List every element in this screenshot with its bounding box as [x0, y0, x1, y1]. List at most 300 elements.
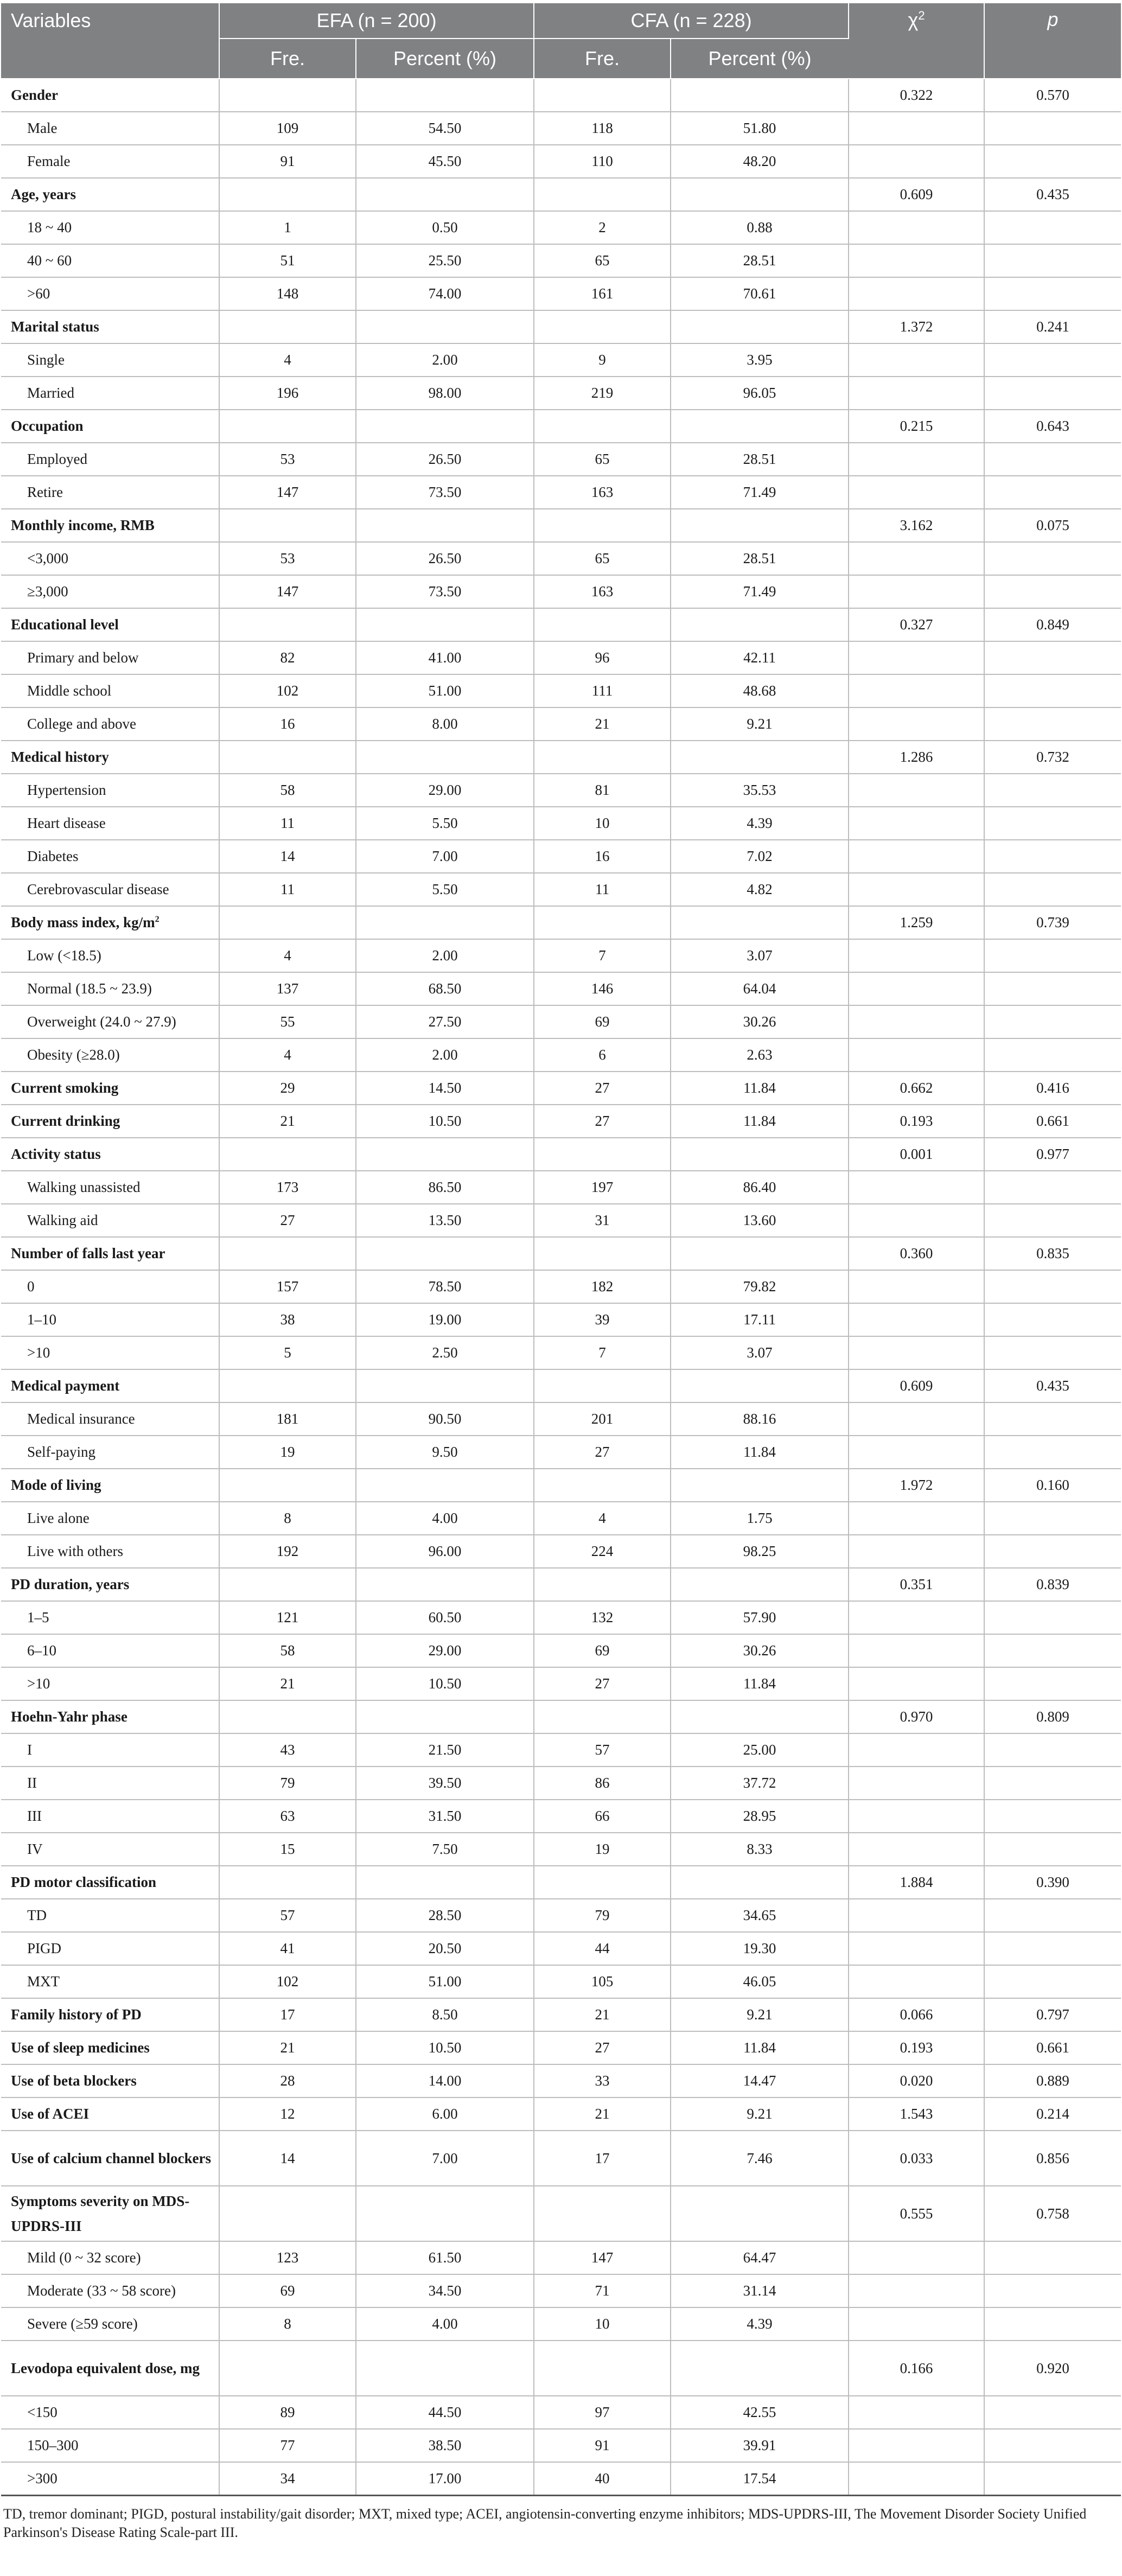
efa-fre-cell: 173: [219, 1171, 356, 1204]
row-label-text: Obesity (≥28.0): [27, 1047, 120, 1063]
p-value-cell: [984, 1038, 1121, 1072]
efa-percent-cell: [356, 1369, 534, 1402]
efa-percent-cell: 25.50: [356, 244, 534, 277]
row-label-text: Use of ACEI: [11, 2106, 90, 2122]
cfa-fre-cell: 110: [534, 145, 671, 178]
header-variables: Variables: [1, 3, 219, 79]
chi-square-cell: [849, 1733, 984, 1767]
row-label-text: Mild (0 ~ 32 score): [27, 2249, 141, 2266]
cfa-percent-cell: [671, 1866, 849, 1899]
efa-percent-cell: 39.50: [356, 1767, 534, 1800]
chi-square-cell: 0.970: [849, 1700, 984, 1733]
row-label-text: Body mass index, kg/m: [11, 914, 155, 930]
row-label: [1, 774, 219, 807]
chi-square-cell: [849, 1634, 984, 1667]
row-label-text: Male: [27, 120, 58, 136]
efa-percent-cell: 31.50: [356, 1800, 534, 1833]
efa-fre-cell: 63: [219, 1800, 356, 1833]
category-row: [1, 112, 1121, 145]
cfa-percent-cell: 39.91: [671, 2429, 849, 2462]
efa-fre-cell: [219, 608, 356, 641]
row-label: [1, 1436, 219, 1469]
row-label-text: Middle school: [27, 683, 112, 699]
variable-row: [1, 2341, 1121, 2396]
row-label: [1, 906, 219, 939]
row-label: [1, 2341, 219, 2396]
cfa-fre-cell: 2: [534, 211, 671, 244]
category-row: [1, 343, 1121, 377]
table-footnote: TD, tremor dominant; PIGD, postural instability/gait disorder; MXT, mixed type; ACEI, angiotensin-converting enzyme inhibitors; MDS-UPDRS-III, The Movement Disorder Society Unified Parkinson's Disease Rating Scale-part III.: [3, 2506, 1087, 2540]
p-value-cell: [984, 377, 1121, 410]
header-chi-square: $\chi^2$: [849, 3, 984, 79]
efa-percent-cell: 44.50: [356, 2396, 534, 2429]
row-label-text: Cerebrovascular disease: [27, 881, 169, 897]
variable-row: [1, 1072, 1121, 1105]
efa-fre-cell: 53: [219, 542, 356, 575]
efa-fre-cell: [219, 741, 356, 774]
row-label-text: 40 ~ 60: [27, 252, 72, 269]
efa-fre-cell: 79: [219, 1767, 356, 1800]
chi-square-cell: [849, 1204, 984, 1237]
p-value-cell: 0.739: [984, 906, 1121, 939]
chi-square-cell: [849, 674, 984, 707]
cfa-percent-cell: 11.84: [671, 1667, 849, 1700]
efa-fre-cell: [219, 1369, 356, 1402]
category-row: [1, 2274, 1121, 2307]
efa-percent-cell: 98.00: [356, 377, 534, 410]
row-label-text: III: [27, 1808, 42, 1824]
chi-square-cell: [849, 1535, 984, 1568]
cfa-fre-cell: 118: [534, 112, 671, 145]
cfa-percent-cell: 28.51: [671, 244, 849, 277]
row-label-text: Symptoms severity on MDS-UPDRS-III: [11, 2193, 190, 2234]
cfa-percent-cell: 17.54: [671, 2462, 849, 2496]
cfa-percent-cell: 28.95: [671, 1800, 849, 1833]
p-value-cell: 0.661: [984, 1105, 1121, 1138]
cfa-fre-cell: 69: [534, 1634, 671, 1667]
cfa-percent-cell: 25.00: [671, 1733, 849, 1767]
p-value-cell: 0.570: [984, 79, 1121, 112]
cfa-percent-cell: 57.90: [671, 1601, 849, 1634]
efa-percent-cell: 7.00: [356, 840, 534, 873]
row-label: [1, 1932, 219, 1965]
row-label-text: Female: [27, 153, 71, 169]
row-label-text: Hoehn-Yahr phase: [11, 1708, 127, 1725]
efa-percent-cell: 61.50: [356, 2241, 534, 2274]
cfa-fre-cell: 79: [534, 1899, 671, 1932]
chi-square-cell: [849, 1800, 984, 1833]
cfa-percent-cell: 64.04: [671, 972, 849, 1005]
efa-fre-cell: 29: [219, 1072, 356, 1105]
row-label: [1, 674, 219, 707]
p-value-cell: [984, 707, 1121, 741]
row-label: [1, 476, 219, 509]
row-label: [1, 1204, 219, 1237]
p-value-cell: 0.214: [984, 2097, 1121, 2131]
p-value-cell: [984, 542, 1121, 575]
chi-square-cell: [849, 1038, 984, 1072]
chi-square-cell: [849, 939, 984, 972]
p-value-cell: [984, 277, 1121, 310]
row-label-text: Marital status: [11, 318, 99, 335]
p-value-cell: [984, 1204, 1121, 1237]
cfa-percent-cell: 8.33: [671, 1833, 849, 1866]
row-label-text: MXT: [27, 1973, 60, 1990]
category-row: [1, 1833, 1121, 1866]
row-label-text: Current smoking: [11, 1080, 119, 1096]
cfa-percent-cell: 17.11: [671, 1303, 849, 1336]
cfa-percent-cell: 19.30: [671, 1932, 849, 1965]
chi-square-cell: 1.884: [849, 1866, 984, 1899]
row-label: [1, 608, 219, 641]
efa-fre-cell: 41: [219, 1932, 356, 1965]
chi-square-cell: 0.020: [849, 2064, 984, 2097]
variable-row: [1, 741, 1121, 774]
row-label: [1, 1171, 219, 1204]
row-label: [1, 277, 219, 310]
cfa-fre-cell: 66: [534, 1800, 671, 1833]
cfa-percent-cell: 71.49: [671, 575, 849, 608]
efa-fre-cell: 8: [219, 1502, 356, 1535]
row-label-text: I: [27, 1742, 32, 1758]
p-value-cell: 0.661: [984, 2031, 1121, 2064]
row-label: [1, 2186, 219, 2241]
cfa-fre-cell: [534, 1866, 671, 1899]
p-value-cell: [984, 2241, 1121, 2274]
p-value-cell: [984, 1171, 1121, 1204]
p-value-cell: 0.732: [984, 741, 1121, 774]
p-value-cell: [984, 1270, 1121, 1303]
efa-percent-cell: 34.50: [356, 2274, 534, 2307]
category-row: [1, 476, 1121, 509]
p-value-cell: [984, 1965, 1121, 1998]
p-value-cell: [984, 575, 1121, 608]
chi-square-cell: [849, 1436, 984, 1469]
cfa-fre-cell: 65: [534, 244, 671, 277]
efa-fre-cell: 11: [219, 873, 356, 906]
chi-square-cell: [849, 840, 984, 873]
efa-fre-cell: 58: [219, 1634, 356, 1667]
row-label: [1, 1237, 219, 1270]
cfa-percent-cell: [671, 906, 849, 939]
category-row: [1, 2241, 1121, 2274]
cfa-fre-cell: 7: [534, 1336, 671, 1369]
chi-square-cell: [849, 1005, 984, 1038]
table-header: [1, 3, 1121, 79]
efa-fre-cell: [219, 1138, 356, 1171]
cfa-percent-cell: [671, 2186, 849, 2241]
efa-fre-cell: 148: [219, 277, 356, 310]
p-value-cell: 0.416: [984, 1072, 1121, 1105]
cfa-fre-cell: 40: [534, 2462, 671, 2496]
row-label: [1, 1700, 219, 1733]
efa-percent-cell: 6.00: [356, 2097, 534, 2131]
efa-percent-cell: 5.50: [356, 807, 534, 840]
efa-percent-cell: 86.50: [356, 1171, 534, 1204]
row-label: [1, 1866, 219, 1899]
efa-percent-cell: 2.00: [356, 939, 534, 972]
efa-percent-cell: [356, 906, 534, 939]
cfa-percent-cell: 34.65: [671, 1899, 849, 1932]
cfa-percent-cell: 11.84: [671, 1105, 849, 1138]
efa-percent-cell: 29.00: [356, 774, 534, 807]
efa-percent-cell: 14.00: [356, 2064, 534, 2097]
unit-superscript: 2: [155, 915, 160, 924]
cfa-fre-cell: 27: [534, 1072, 671, 1105]
cfa-fre-cell: 219: [534, 377, 671, 410]
category-row: [1, 1038, 1121, 1072]
chi-square-cell: [849, 2307, 984, 2341]
row-label-text: Self-paying: [27, 1444, 95, 1460]
p-value-cell: [984, 2396, 1121, 2429]
efa-fre-cell: [219, 2186, 356, 2241]
efa-fre-cell: 55: [219, 1005, 356, 1038]
row-label-text: Medical insurance: [27, 1411, 135, 1427]
row-label: [1, 939, 219, 972]
cfa-fre-cell: 10: [534, 2307, 671, 2341]
variable-row: [1, 509, 1121, 542]
row-label-text: Heart disease: [27, 815, 106, 831]
cfa-fre-cell: 16: [534, 840, 671, 873]
cfa-percent-cell: 30.26: [671, 1634, 849, 1667]
cfa-percent-cell: 71.49: [671, 476, 849, 509]
row-label: [1, 211, 219, 244]
cfa-fre-cell: [534, 2341, 671, 2396]
category-row: [1, 2307, 1121, 2341]
efa-fre-cell: [219, 1469, 356, 1502]
efa-percent-cell: 8.00: [356, 707, 534, 741]
cfa-fre-cell: [534, 1237, 671, 1270]
p-value-cell: [984, 2429, 1121, 2462]
cfa-fre-cell: 57: [534, 1733, 671, 1767]
efa-fre-cell: 14: [219, 840, 356, 873]
category-row: [1, 377, 1121, 410]
efa-percent-cell: 10.50: [356, 1105, 534, 1138]
category-row: [1, 1336, 1121, 1369]
header-cfa-percent: Percent (%): [671, 39, 849, 79]
category-row: [1, 575, 1121, 608]
cfa-percent-cell: 3.95: [671, 343, 849, 377]
efa-percent-cell: 10.50: [356, 2031, 534, 2064]
p-value-cell: 0.758: [984, 2186, 1121, 2241]
chi-square-cell: 0.555: [849, 2186, 984, 2241]
chi-square-cell: 1.372: [849, 310, 984, 343]
efa-fre-cell: 192: [219, 1535, 356, 1568]
cfa-percent-cell: [671, 79, 849, 112]
category-row: [1, 542, 1121, 575]
variable-row: [1, 1700, 1121, 1733]
efa-percent-cell: 14.50: [356, 1072, 534, 1105]
p-value-cell: [984, 145, 1121, 178]
cfa-fre-cell: 111: [534, 674, 671, 707]
cfa-fre-cell: [534, 410, 671, 443]
cfa-fre-cell: [534, 906, 671, 939]
row-label-text: 150–300: [27, 2437, 79, 2453]
category-row: [1, 873, 1121, 906]
cfa-percent-cell: 96.05: [671, 377, 849, 410]
variable-row: [1, 2031, 1121, 2064]
category-row: [1, 1733, 1121, 1767]
chi-square-cell: 0.066: [849, 1998, 984, 2031]
cfa-fre-cell: [534, 2186, 671, 2241]
cfa-percent-cell: 7.46: [671, 2131, 849, 2186]
category-row: [1, 145, 1121, 178]
cfa-fre-cell: 44: [534, 1932, 671, 1965]
variable-row: [1, 2097, 1121, 2131]
p-value-cell: [984, 2274, 1121, 2307]
p-value-cell: [984, 1535, 1121, 1568]
efa-fre-cell: 11: [219, 807, 356, 840]
row-label: [1, 1105, 219, 1138]
header-efa: EFA (n = 200): [219, 3, 534, 39]
cfa-fre-cell: 19: [534, 1833, 671, 1866]
cfa-percent-cell: 11.84: [671, 1436, 849, 1469]
efa-percent-cell: 26.50: [356, 443, 534, 476]
row-label: [1, 410, 219, 443]
p-value-cell: [984, 476, 1121, 509]
efa-fre-cell: 12: [219, 2097, 356, 2131]
category-row: [1, 641, 1121, 674]
p-value-cell: [984, 1502, 1121, 1535]
row-label-text: Use of sleep medicines: [11, 2039, 150, 2056]
cfa-percent-cell: 11.84: [671, 2031, 849, 2064]
efa-percent-cell: 8.50: [356, 1998, 534, 2031]
chi-square-cell: 0.193: [849, 2031, 984, 2064]
chi-square-cell: 1.259: [849, 906, 984, 939]
cfa-fre-cell: 147: [534, 2241, 671, 2274]
row-label: [1, 343, 219, 377]
p-value-cell: 0.435: [984, 178, 1121, 211]
efa-fre-cell: 196: [219, 377, 356, 410]
efa-fre-cell: [219, 1700, 356, 1733]
chi-square-cell: [849, 112, 984, 145]
cfa-percent-cell: 3.07: [671, 939, 849, 972]
chi-square-cell: [849, 1767, 984, 1800]
efa-percent-cell: [356, 509, 534, 542]
cfa-percent-cell: 30.26: [671, 1005, 849, 1038]
row-label-text: Low (<18.5): [27, 947, 101, 964]
efa-fre-cell: 157: [219, 1270, 356, 1303]
chi-square-cell: [849, 277, 984, 310]
category-row: [1, 1535, 1121, 1568]
cfa-percent-cell: [671, 178, 849, 211]
category-row: [1, 1171, 1121, 1204]
cfa-fre-cell: 86: [534, 1767, 671, 1800]
p-value-cell: 0.075: [984, 509, 1121, 542]
efa-fre-cell: 4: [219, 343, 356, 377]
cfa-fre-cell: [534, 1469, 671, 1502]
chi-square-cell: [849, 343, 984, 377]
row-label-text: Gender: [11, 87, 58, 103]
cfa-percent-cell: [671, 1568, 849, 1601]
cfa-percent-cell: 11.84: [671, 1072, 849, 1105]
category-row: [1, 1800, 1121, 1833]
row-label: [1, 1369, 219, 1402]
p-value-cell: 0.977: [984, 1138, 1121, 1171]
chi-square-cell: 0.215: [849, 410, 984, 443]
cfa-fre-cell: 91: [534, 2429, 671, 2462]
header-cfa-fre: Fre.: [534, 39, 671, 79]
p-value-cell: 0.889: [984, 2064, 1121, 2097]
chi-square-cell: 3.162: [849, 509, 984, 542]
cfa-percent-cell: 88.16: [671, 1402, 849, 1436]
efa-fre-cell: 19: [219, 1436, 356, 1469]
row-label: [1, 2396, 219, 2429]
chi-square-cell: 1.286: [849, 741, 984, 774]
efa-percent-cell: [356, 1469, 534, 1502]
row-label: [1, 377, 219, 410]
variable-row: [1, 1568, 1121, 1601]
row-label: [1, 807, 219, 840]
efa-percent-cell: 28.50: [356, 1899, 534, 1932]
cfa-percent-cell: 13.60: [671, 1204, 849, 1237]
efa-fre-cell: 21: [219, 2031, 356, 2064]
cfa-fre-cell: [534, 79, 671, 112]
category-row: [1, 1601, 1121, 1634]
efa-fre-cell: 14: [219, 2131, 356, 2186]
row-label: [1, 2031, 219, 2064]
row-label: [1, 1767, 219, 1800]
variable-row: [1, 2131, 1121, 2186]
efa-percent-cell: 7.00: [356, 2131, 534, 2186]
cfa-fre-cell: 163: [534, 575, 671, 608]
chi-square-cell: [849, 542, 984, 575]
chi-square-cell: [849, 641, 984, 674]
row-label: [1, 1502, 219, 1535]
row-label: [1, 2241, 219, 2274]
category-row: [1, 1303, 1121, 1336]
row-label-text: Overweight (24.0 ~ 27.9): [27, 1013, 176, 1030]
cfa-percent-cell: 9.21: [671, 707, 849, 741]
efa-percent-cell: [356, 1237, 534, 1270]
row-label-text: 1–5: [27, 1609, 49, 1625]
efa-fre-cell: 38: [219, 1303, 356, 1336]
cfa-fre-cell: 97: [534, 2396, 671, 2429]
efa-percent-cell: 2.00: [356, 343, 534, 377]
cfa-percent-cell: 28.51: [671, 542, 849, 575]
row-label: [1, 2131, 219, 2186]
cfa-percent-cell: 4.39: [671, 807, 849, 840]
row-label-text: Use of calcium channel blockers: [11, 2150, 211, 2166]
efa-fre-cell: 53: [219, 443, 356, 476]
p-value-cell: [984, 641, 1121, 674]
cfa-fre-cell: 6: [534, 1038, 671, 1072]
efa-fre-cell: [219, 509, 356, 542]
chi-square-cell: [849, 2274, 984, 2307]
p-value-cell: [984, 244, 1121, 277]
efa-percent-cell: 4.00: [356, 1502, 534, 1535]
row-label-text: PD duration, years: [11, 1576, 130, 1592]
row-label: [1, 1535, 219, 1568]
efa-fre-cell: 147: [219, 476, 356, 509]
p-value-cell: 0.849: [984, 608, 1121, 641]
efa-fre-cell: 34: [219, 2462, 356, 2496]
row-label-text: Educational level: [11, 616, 119, 633]
cfa-percent-cell: 70.61: [671, 277, 849, 310]
row-label-text: >300: [27, 2470, 58, 2486]
p-value-cell: [984, 1800, 1121, 1833]
efa-percent-cell: 5.50: [356, 873, 534, 906]
row-label-text: >60: [27, 285, 50, 302]
cfa-fre-cell: 105: [534, 1965, 671, 1998]
p-value-cell: [984, 939, 1121, 972]
cfa-percent-cell: 31.14: [671, 2274, 849, 2307]
chi-square-cell: 0.327: [849, 608, 984, 641]
efa-fre-cell: 21: [219, 1667, 356, 1700]
row-label-text: Retire: [27, 484, 63, 500]
row-label-text: Current drinking: [11, 1113, 120, 1129]
p-value-cell: 0.435: [984, 1369, 1121, 1402]
